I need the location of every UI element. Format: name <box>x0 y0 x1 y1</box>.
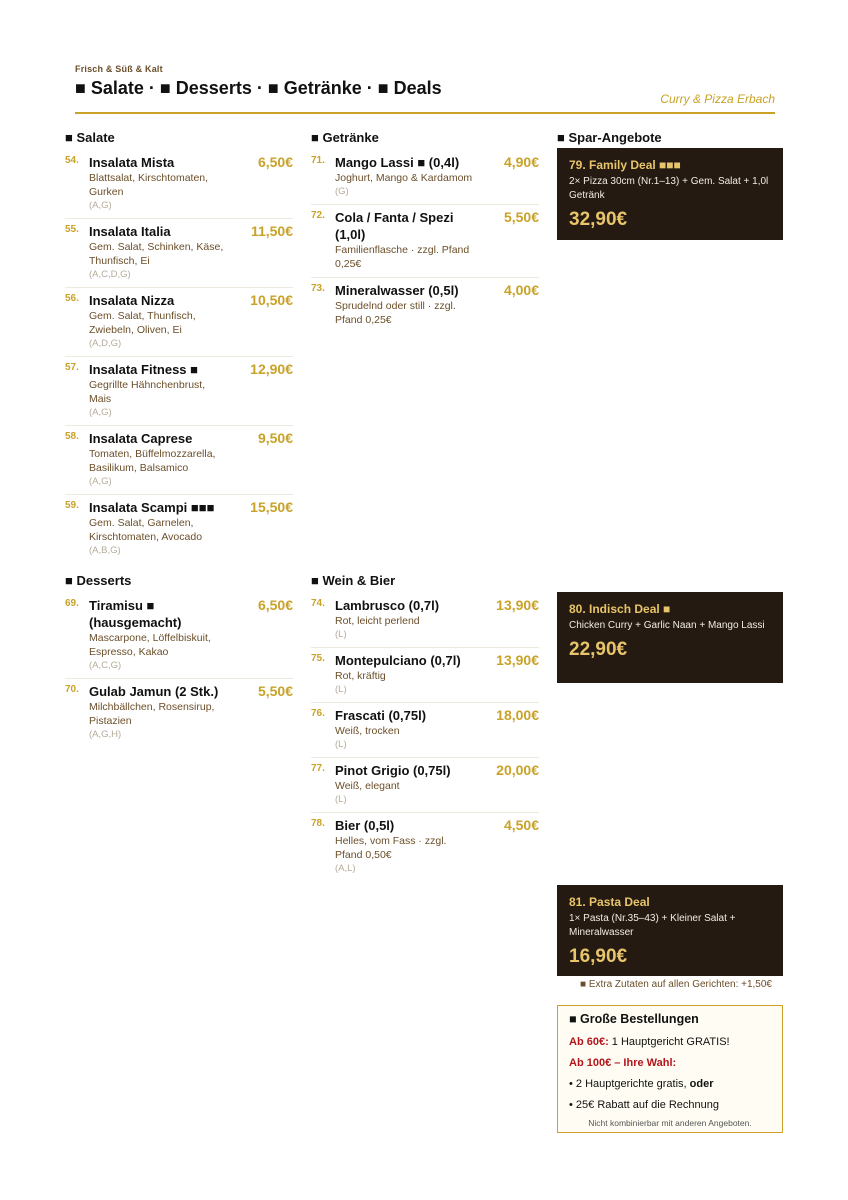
menu-item <box>65 219 293 288</box>
item-name: Insalata Italia <box>89 224 171 239</box>
item-allergens: (A,L) <box>335 863 356 874</box>
item-number: 77. <box>311 763 325 774</box>
page-title: ■ Salate · ■ Desserts · ■ Getränke · ■ Deals <box>75 78 442 98</box>
item-number: 54. <box>65 155 79 166</box>
section-title-desserts: ■ Desserts <box>65 573 132 588</box>
item-name: Montepulciano (0,7l) <box>335 653 461 668</box>
item-description: Gem. Salat, Thunfisch, Zwiebeln, Oliven, Ei <box>89 310 196 336</box>
menu-item <box>65 593 293 679</box>
menu-item <box>311 703 539 758</box>
item-allergens: (A,G) <box>89 476 112 487</box>
section-desserts <box>65 573 293 747</box>
item-name: Insalata Nizza <box>89 293 175 308</box>
item-name: Pinot Grigio (0,75l) <box>335 763 451 778</box>
item-name: Lambrusco (0,7l) <box>335 598 440 613</box>
menu-item <box>311 813 539 881</box>
section-salate <box>65 130 293 563</box>
item-number: 71. <box>311 155 325 166</box>
item-description: Familienflasche · zzgl. Pfand 0,25€ <box>335 244 470 270</box>
item-number: 76. <box>311 708 325 719</box>
item-price: 5,50€ <box>503 209 539 225</box>
big-orders-line-100: Ab 100€ – Ihre Wahl: <box>569 1057 677 1069</box>
section-title-getraenke: ■ Getränke <box>311 130 379 145</box>
restaurant-brand: Curry & Pizza Erbach <box>660 92 775 106</box>
deal-card-indisch <box>557 592 783 683</box>
item-name: Tiramisu ■ (hausgemacht) <box>89 598 182 630</box>
item-name: Insalata Scampi ■■■ <box>89 500 215 515</box>
section-title-spar-angebote: ■ Spar-Angebote <box>557 130 662 145</box>
item-allergens: (L) <box>335 739 347 750</box>
item-allergens: (A,B,G) <box>89 545 121 556</box>
deal-price: 32,90€ <box>569 209 628 230</box>
item-number: 58. <box>65 431 79 442</box>
big-orders-option-1 <box>569 1074 771 1095</box>
header-kicker: Frisch & Süß & Kalt <box>75 64 163 74</box>
deal-description: 1× Pasta (Nr.35–43) + Kleiner Salat + Mineralwasser <box>569 913 736 938</box>
menu-item <box>311 278 539 333</box>
deal-card-family <box>557 148 783 240</box>
item-price: 15,50€ <box>250 499 293 515</box>
item-description: Blattsalat, Kirschtomaten, Gurken <box>89 172 209 198</box>
menu-item <box>65 150 293 219</box>
item-description: Gem. Salat, Schinken, Käse, Thunfisch, Ei <box>89 241 224 267</box>
item-allergens: (A,G) <box>89 200 112 211</box>
item-allergens: (L) <box>335 629 347 640</box>
item-description: Milchbällchen, Rosensirup, Pistazien <box>89 701 215 727</box>
item-price: 4,00€ <box>503 282 539 298</box>
deal-title: 79. Family Deal ■■■ <box>569 158 681 172</box>
item-description: Helles, vom Fass · zzgl. Pfand 0,50€ <box>335 835 447 861</box>
item-price: 9,50€ <box>257 430 293 446</box>
item-number: 59. <box>65 500 79 511</box>
menu-item <box>311 150 539 205</box>
item-price: 4,50€ <box>503 817 539 833</box>
item-name: Insalata Caprese <box>89 431 193 446</box>
item-name: Bier (0,5l) <box>335 818 395 833</box>
item-number: 70. <box>65 684 79 695</box>
item-price: 11,50€ <box>250 223 293 239</box>
item-allergens: (L) <box>335 684 347 695</box>
item-description: Gem. Salat, Garnelen, Kirschtomaten, Avocado <box>89 517 203 543</box>
item-description: Weiß, trocken <box>335 725 400 737</box>
option-1-text: • 2 Hauptgerichte gratis, <box>569 1078 690 1090</box>
item-price: 5,50€ <box>257 683 293 699</box>
threshold-60-label: Ab 60€: <box>569 1036 609 1048</box>
section-wein-bier <box>311 573 539 881</box>
item-description: Rot, kräftig <box>335 670 386 682</box>
big-orders-box <box>557 1005 783 1133</box>
item-description: Weiß, elegant <box>335 780 400 792</box>
item-number: 55. <box>65 224 79 235</box>
deal-description: Chicken Curry + Garlic Naan + Mango Lassi <box>569 620 765 631</box>
item-price: 6,50€ <box>257 154 293 170</box>
deal-card-pasta <box>557 885 783 976</box>
menu-item <box>65 495 293 563</box>
item-number: 78. <box>311 818 325 829</box>
deal-price: 16,90€ <box>569 946 628 967</box>
deal-title: 80. Indisch Deal ■ <box>569 602 671 616</box>
big-orders-disclaimer: Nicht kombinierbar mit anderen Angeboten. <box>588 1118 752 1128</box>
menu-item <box>65 357 293 426</box>
menu-item <box>65 426 293 495</box>
item-number: 69. <box>65 598 79 609</box>
item-price: 13,90€ <box>496 652 539 668</box>
menu-item <box>311 648 539 703</box>
section-title-wein-bier: ■ Wein & Bier <box>311 573 396 588</box>
item-description: Tomaten, Büffelmozzarella, Basilikum, Balsamico <box>89 448 216 474</box>
item-price: 6,50€ <box>257 597 293 613</box>
item-price: 4,90€ <box>503 154 539 170</box>
item-price: 20,00€ <box>496 762 539 778</box>
item-allergens: (A,D,G) <box>89 338 122 349</box>
menu-item <box>311 205 539 278</box>
big-orders-title: ■ Große Bestellungen <box>569 1012 699 1026</box>
threshold-60-text: 1 Hauptgericht GRATIS! <box>608 1036 730 1048</box>
item-number: 56. <box>65 293 79 304</box>
item-price: 10,50€ <box>250 292 293 308</box>
item-description: Rot, leicht perlend <box>335 615 420 627</box>
item-price: 18,00€ <box>496 707 539 723</box>
section-spar-angebote <box>557 130 783 150</box>
item-name: Mango Lassi ■ (0,4l) <box>335 155 460 170</box>
item-description: Mascarpone, Löffelbiskuit, Espresso, Kakao <box>89 632 211 658</box>
item-number: 73. <box>311 283 325 294</box>
item-allergens: (A,G,H) <box>89 729 122 740</box>
item-name: Insalata Mista <box>89 155 175 170</box>
item-number: 72. <box>311 210 325 221</box>
section-title-salate: ■ Salate <box>65 130 115 145</box>
extra-toppings-note: ■ Extra Zutaten auf allen Gerichten: +1,50€ <box>580 979 772 990</box>
item-description: Sprudelnd oder still · zzgl. Pfand 0,25€ <box>335 300 456 326</box>
item-name: Frascati (0,75l) <box>335 708 427 723</box>
page-header <box>75 64 775 114</box>
item-description: Joghurt, Mango & Kardamom <box>335 172 473 184</box>
deal-title: 81. Pasta Deal <box>569 895 650 909</box>
item-number: 57. <box>65 362 79 373</box>
item-name: Mineralwasser (0,5l) <box>335 283 459 298</box>
big-orders-option-2: • 25€ Rabatt auf die Rechnung <box>569 1099 720 1111</box>
menu-item <box>311 593 539 648</box>
item-allergens: (A,G) <box>89 407 112 418</box>
item-allergens: (A,C,D,G) <box>89 269 131 280</box>
big-orders-line-60 <box>569 1032 771 1053</box>
item-number: 75. <box>311 653 325 664</box>
item-name: Cola / Fanta / Spezi (1,0l) <box>335 210 454 242</box>
item-allergens: (G) <box>335 186 349 197</box>
menu-item <box>311 758 539 813</box>
item-allergens: (L) <box>335 794 347 805</box>
item-price: 12,90€ <box>250 361 293 377</box>
option-1-or: oder <box>689 1078 714 1090</box>
item-allergens: (A,C,G) <box>89 660 122 671</box>
item-name: Insalata Fitness ■ <box>89 362 199 377</box>
deal-price: 22,90€ <box>569 639 628 660</box>
item-number: 74. <box>311 598 325 609</box>
item-description: Gegrillte Hähnchenbrust, Mais <box>89 379 206 405</box>
item-price: 13,90€ <box>496 597 539 613</box>
section-getraenke <box>311 130 539 333</box>
menu-item <box>65 679 293 747</box>
menu-item <box>65 288 293 357</box>
deal-description: 2× Pizza 30cm (Nr.1–13) + Gem. Salat + 1,0l Getränk <box>569 176 769 201</box>
item-name: Gulab Jamun (2 Stk.) <box>89 684 219 699</box>
